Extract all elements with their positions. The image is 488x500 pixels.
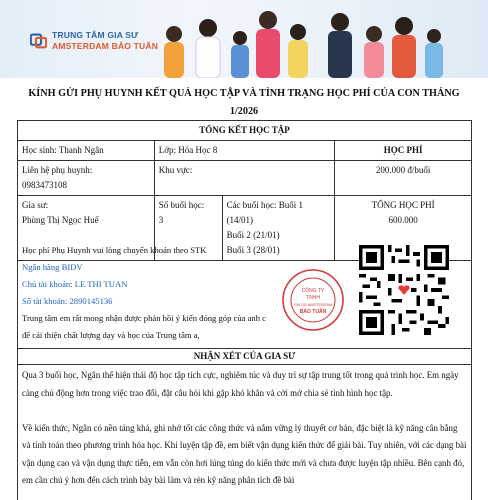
stamp-line3: GIA SƯ AMSTERDAM [293, 303, 333, 307]
banner-people-photo [150, 6, 450, 78]
sessions-label: Số buổi học: [158, 200, 205, 210]
brand-name-line1: TRUNG TÂM GIA SƯ [52, 30, 139, 40]
sessions-value: 3 [158, 215, 164, 225]
review-paragraph-1: Qua 3 buổi học, Ngân thể hiện thái độ học tập tích cực, nghiêm túc và duy trì sự tập trung tốt trong quá trình học. Em ngày càng chủ động hơn trong việc trao đổi, đặt câu hỏi khi gặp khó khăn và cởi mở chia sẻ tình hình học tập. [22, 370, 459, 398]
payment-qr-code [359, 245, 449, 335]
document-title-month: 1/2026 [229, 106, 259, 117]
session-3: Buổi 3 (28/01) [226, 245, 280, 255]
parent-contact [18, 161, 155, 196]
fee-header: HỌC PHÍ [335, 141, 472, 161]
summary-table [17, 120, 472, 261]
account-number: Số tài khoản: 2890145136 [22, 296, 113, 306]
tutor-label: Gia sư: [22, 200, 49, 210]
review-body [17, 365, 472, 500]
summary-header: TỔNG KẾT HỌC TẬP [18, 121, 472, 141]
review-header: NHẬN XÉT CỦA GIA SƯ [17, 348, 472, 365]
brand-logo-icon [30, 32, 47, 49]
session-1: Các buổi học: Buổi 1 (14/01) [226, 200, 304, 225]
feedback-request-cont: để cải thiện chất lượng dạy và học của Trung tâm a, [22, 330, 200, 340]
bank-name: Ngân hàng BIDV [22, 262, 83, 272]
student-class: Lớp: Hóa Học 8 [154, 141, 335, 161]
company-stamp-seal [281, 268, 345, 332]
account-owner: Chủ tài khoản: LE THI TUAN [22, 279, 128, 289]
total-fee-value: 600.000 [388, 215, 418, 225]
stamp-line2: TNHH [306, 295, 320, 301]
tutor-name: Phùng Thị Ngọc Huế [22, 215, 99, 225]
total-fee-label: TỔNG HỌC PHÍ [371, 200, 435, 210]
review-paragraph-2: Về kiến thức, Ngân có nền tảng khá, ghi nhớ tốt các công thức và nắm vững lý thuyết cơ bản, đặc biệt là kỹ năng cân bằng và tính toán theo phương trình hóa học. Khi luyện tập đề, em biết vận dụng kiến thức để giải bài. Tuy nhiên, với các dạng bài vận dụng cao và vận dụng thực tiễn, em vẫn còn hơi lúng túng do kiến thức mới và chưa được luyện tập nhiều. Bên cạnh đó, em cần chú ý hơn đến cách trình bày bài làm và rèn kỹ năng phân tích đề bài [22, 422, 467, 485]
stamp-line1: CÔNG TY [301, 288, 325, 294]
student-name: Học sinh: Thanh Ngân [18, 141, 155, 161]
session-2: Buổi 2 (21/01) [226, 230, 280, 240]
document-title: KÍNH GỬI PHỤ HUYNH KẾT QUẢ HỌC TẬP VÀ TÌNH TRẠNG HỌC PHÍ CỦA CON THÁNG [28, 88, 460, 99]
feedback-request: Trung tâm em rất mong nhận được phản hồi ý kiến đóng góp của anh c [22, 313, 266, 323]
header-banner [0, 0, 488, 78]
payment-instruction: Học phí Phụ Huynh vui lòng chuyển khoản theo STK [22, 245, 207, 255]
area: Khu vực: [154, 161, 335, 196]
fee-per-session: 200.000 đ/buổi [335, 161, 472, 196]
parent-contact-label: Liên hệ phụ huynh: [22, 165, 93, 175]
parent-phone: 0983473108 [22, 180, 67, 190]
stamp-line4: BẢO TUẤN [299, 309, 327, 315]
brand-name-line2: AMSTERDAM BẢO TUẤN [52, 41, 159, 51]
